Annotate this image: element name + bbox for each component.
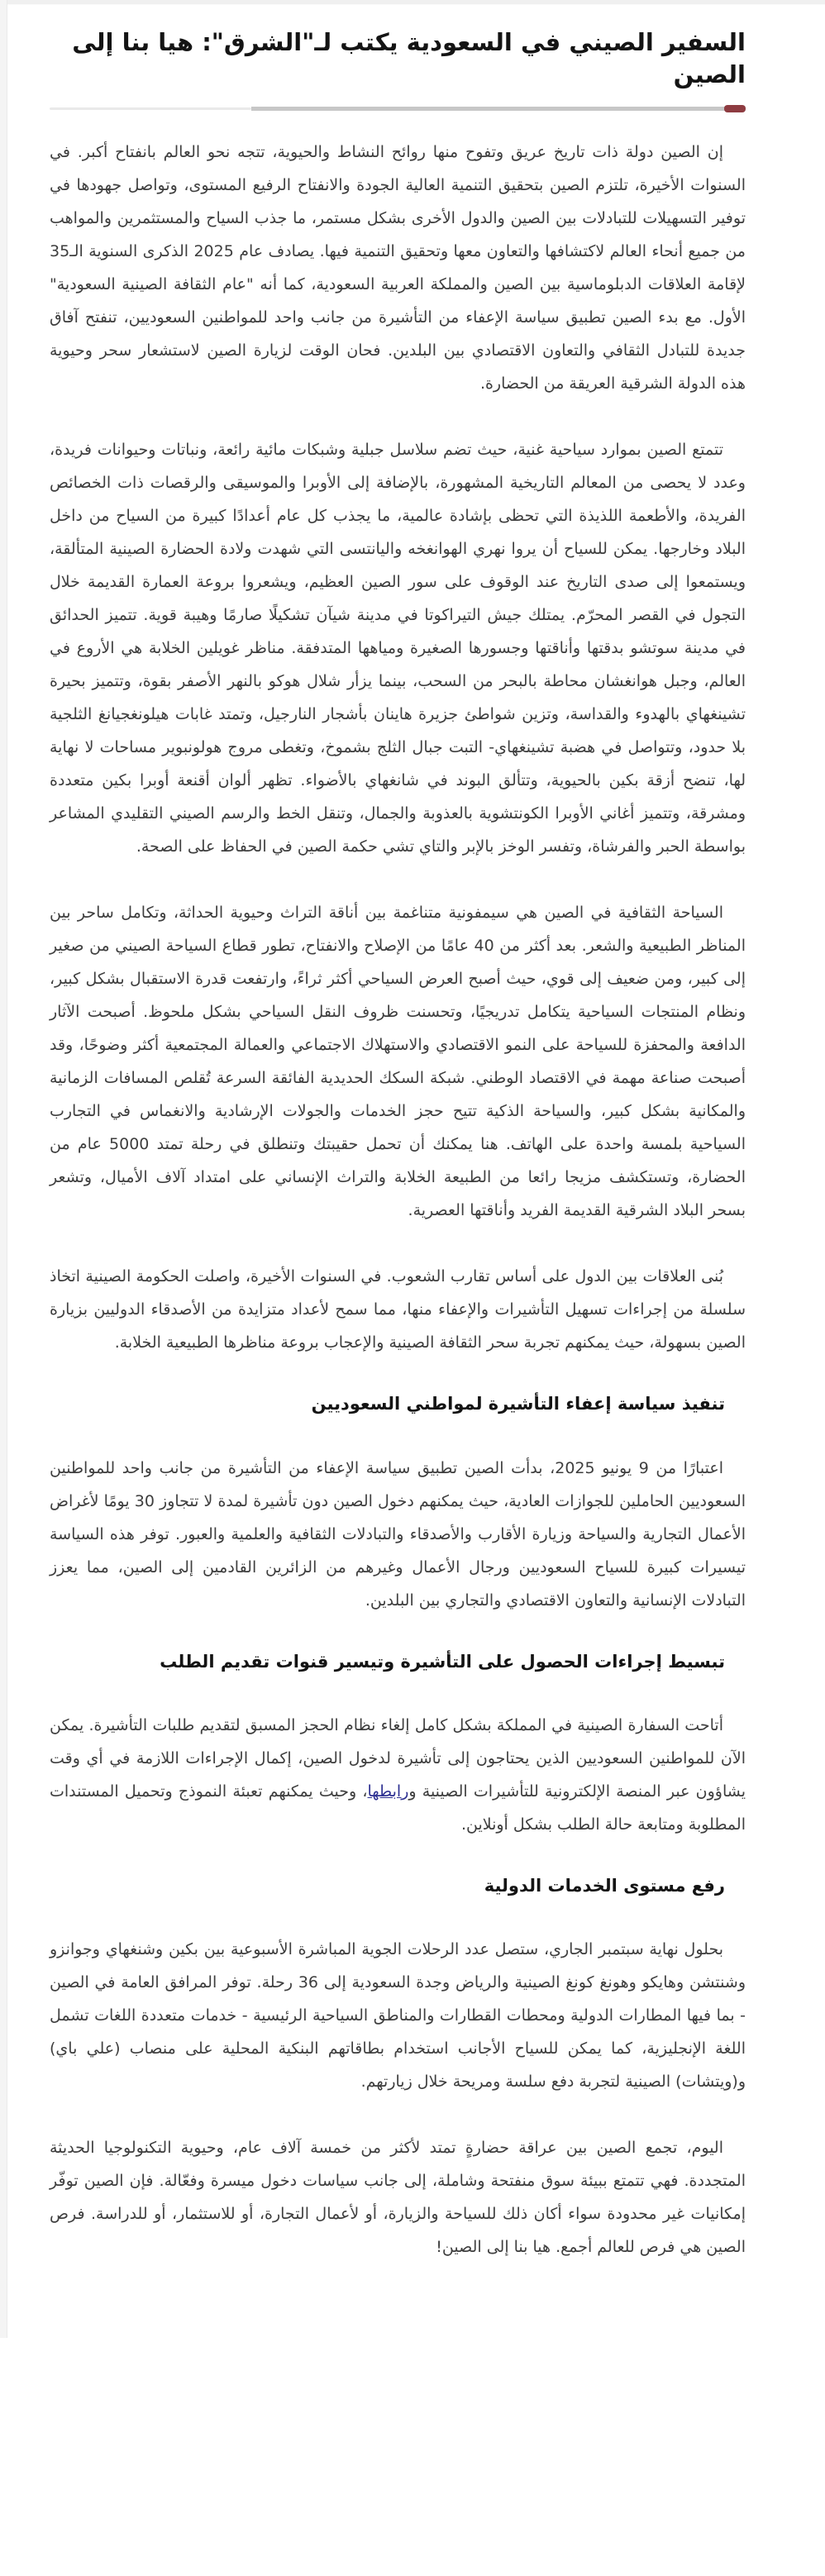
section-heading-simplified-procedures: تبسيط إجراءات الحصول على التأشيرة وتيسير قنوات تقديم الطلب [160,1651,725,1672]
section-heading-visa-exemption: تنفيذ سياسة إعفاء التأشيرة لمواطني السعوديين [311,1394,725,1414]
divider-dark-segment [251,107,726,111]
section-heading-international-services: رفع مستوى الخدمات الدولية [484,1876,725,1896]
paragraph-tourism-resources: تتمتع الصين بموارد سياحية غنية، حيث تضم سلاسل جبلية وشبكات مائية رائعة، ونباتات وحيوانات فريدة، وعدد لا يحصى من المعالم التاريخية المشهورة، بالإضافة إلى الأوبرا والموسيقى والرقصات ذات الخصائص الفريدة، والأطعمة اللذيذة التي تحظى بإشادة عالمية، ما يجذب كل عام أعدادًا كبيرة من السياح من داخل البلاد وخارجها. يمكن للسياح أن يروا نهري الهوانغخه واليانتسى التي شهدت ولادة الحضارة الصينية المتألقة، ويستمعوا إلى صدى التاريخ عند الوقوف على سور الصين العظيم، ويشعروا بروعة العمارة القديمة خلال التجول في القصر المحرّم. يمتلك جيش التيراكوتا في مدينة شيآن تشكيلًا صارمًا وهيبة قوية. تتميز الحدائق في مدينة سوتشو بدقتها وأناقتها وجسورها الصغيرة ومياهها المتدفقة. مناظر غويلين الخلابة هي الأروع في العالم، وجبل هوانغشان محاطة بالبحر من السحب، بينما يزأر شلال هوكو بالنهر الأصفر بقوة، وتتميز بحيرة تشينغهاي بالهدوء والقداسة، وتزين شواطئ جزيرة هاينان بأشجار النارجيل، وتمتد غابات هيلونغجيانغ الثلجية بلا حدود، وتتواصل في هضبة تشينغهاي- التبت جبال الثلج بشموخ، وتغطى مروج هولونبوير مساحات لا نهاية لها، تنضح أزقة بكين بالحيوية، وتتألق البوند في شانغهاي بالأضواء. تظهر ألوان أقنعة أوبرا بكين متعددة ومشرقة، وتتميز أغاني الأوبرا الكونتشوية بالعذوبة والجمال، وتنقل الخط والرسم الصيني التقليدي المشاعر بواسطة الحبر والفرشاة، وتفسر الوخز بالإبر والتاي تشي حكمة الصين في الحفاظ على الصحة. [50,441,746,856]
paragraph-cultural-tourism: السياحة الثقافية في الصين هي سيمفونية متناغمة بين أناقة التراث وحيوية الحداثة، وتكامل ساحر بين المناظر الطبيعية والشعر. بعد أكثر من 40 عامًا من الإصلاح والانفتاح، تطور قطاع السياحة الصيني من صغير إلى كبير، ومن ضعيف إلى قوي، حيث أصبح العرض السياحي أكثر ثراءً، وارتفعت قدرة الاستقبال بشكل كبير، ونظام المنتجات السياحية يتكامل تدريجيًا، وتحسنت ظروف النقل السياحي بشكل ملحوظ. أصبحت الآثار الدافعة والمحفزة للسياحة على النمو الاقتصادي والاستهلاك الاجتماعي والعمالة المجتمعية أكثر وضوحًا، وقد أصبحت صناعة مهمة في الاقتصاد الوطني. شبكة السكك الحديدية الفائقة السرعة تُقلص المسافات الزمانية والمكانية بشكل كبير، والسياحة الذكية تتيح حجز الخدمات والجولات الإرشادية والانغماس في التجارب السياحية بلمسة واحدة على الهاتف. هنا يمكنك أن تحمل حقيبتك وتنطلق في رحلة تمتد 5000 عام من الحضارة، وتستكشف مزيجا رائعا من الطبيعة الخلابة والتراث الإنساني على امتداد آلاف الأميال، وتشعر بسحر البلاد الشرقية القديمة الفريد وأناقتها العصرية. [50,904,746,1220]
paragraph-embassy-platform-before-link: أتاحت السفارة الصينية في المملكة بشكل كامل إلغاء نظام الحجز المسبق لتقديم طلبات التأشيرة. يمكن الآن للمواطنين السعوديين الذين يحتاجون إلى تأشيرة لدخول الصين، إكمال الإجراءات اللازمة في أي وقت يشاؤون عبر المنصة الإلكترونية للتأشيرات الصينية و [50,1716,746,1801]
paragraph-embassy-platform-after-link: ، وحيث يمكنهم تعبئة النموذج وتحميل المستندات المطلوبة ومتابعة حالة الطلب بشكل أونلاين. [50,1782,746,1834]
divider-light-segment [50,107,251,110]
paragraph-conclusion: اليوم، تجمع الصين بين عراقة حضارةٍ تمتد لأكثر من خمسة آلاف عام، وحيوية التكنولوجيا الحديثة المتجددة. فهي تتمتع ببيئة سوق منفتحة وشاملة، إلى جانب سياسات دخول ميسرة وفعّالة. فإن الصين توفّر إمكانيات غير محدودة سواء أكان ذلك للسياحة والزيارة، أو لأعمال التجارة، أو للاستثمار، أو للدراسة. فرص الصين هي فرص للعالم أجمع. هيا بنا إلى الصين! [50,2139,746,2257]
paragraph-visa-exemption-details: اعتبارًا من 9 يونيو 2025، بدأت الصين تطبيق سياسة الإعفاء من التأشيرة من جانب واحد للمواطنين السعوديين الحاملين للجوازات العادية، حيث يمكنهم دخول الصين دون تأشيرة لمدة لا تتجاوز 30 يومًا لأغراض الأعمال التجارية والسياحة وزيارة الأقارب والأصدقاء والتبادلات الثقافية والعلمية والعبور. توفر هذه السياسة تيسيرات كبيرة للسياح السعوديين ورجال الأعمال وغيرهم من الزائرين القادمين إلى الصين، مما يعزز التبادلات الإنسانية والتعاون الاقتصادي والتجاري بين البلدين. [50,1458,746,1610]
visa-platform-link[interactable]: رابطها [367,1782,409,1801]
paragraph-embassy-platform [50,1709,746,1841]
paragraph-flights-services: بحلول نهاية سبتمبر الجاري، ستصل عدد الرحلات الجوية المباشرة الأسبوعية بين بكين وشنغهاي وجوانزو وشنتشن وهايكو وهونغ كونغ الصينية والرياض وجدة السعودية إلى 36 رحلة. توفر المرافق العامة في الصين - بما فيها المطارات الدولية ومحطات القطارات والمناطق السياحية الرئيسية - خدمات متعددة اللغات تشمل اللغة الإنجليزية، كما يمكن للسياح الأجانب استخدام بطاقاتهم البنكية المحلية على منصاب (علي باي) و(ويتشات) الصينية لتجربة دفع سلسة ومريحة خلال زيارتهم. [50,1940,746,2092]
divider-red-accent [724,105,746,112]
article-page [0,5,825,2338]
title-divider [50,104,746,112]
paragraph-people-relations: بُنى العلاقات بين الدول على أساس تقارب الشعوب. في السنوات الأخيرة، واصلت الحكومة الصينية اتخاذ سلسلة من إجراءات تسهيل التأشيرات والإعفاء منها، مما سمح لأعداد متزايدة من الأصدقاء الدوليين بزيارة الصين بسهولة، حيث يمكنهم تجربة سحر الثقافة الصينية والإعجاب بروعة مناظرها الطبيعية الخلابة. [50,1267,746,1352]
article-title: السفير الصيني في السعودية يكتب لـ"الشرق": هيا بنا إلى الصين [72,28,746,89]
page-left-gutter [0,0,7,2338]
paragraph-intro: إن الصين دولة ذات تاريخ عريق وتفوح منها روائح النشاط والحيوية، تتجه نحو العالم بانفتاح أكبر. في السنوات الأخيرة، تلتزم الصين بتحقيق التنمية العالية الجودة والانفتاح الرفيع المستوى، وتواصل جهودها في توفير التسهيلات للتبادلات بين الصين والدول الأخرى بشكل مستمر، ما جذب السياح والمستثمرين والمواهب من جميع أنحاء العالم لاكتشافها والتعاون معها وتحقيق التنمية فيها. يصادف عام 2025 الذكرى السنوية الـ35 لإقامة العلاقات الدبلوماسية بين الصين والمملكة العربية السعودية، كما أنه "عام الثقافة الصينية السعودية" الأول. مع بدء الصين تطبيق سياسة الإعفاء من التأشيرة من جانب واحد للمواطنين السعوديين، تنفتح آفاق جديدة للتبادل الثقافي والتعاون الاقتصادي بين البلدين. فحان الوقت لزيارة الصين لاستشعار سحر وحيوية هذه الدولة الشرقية العريقة من الحضارة. [50,143,746,394]
